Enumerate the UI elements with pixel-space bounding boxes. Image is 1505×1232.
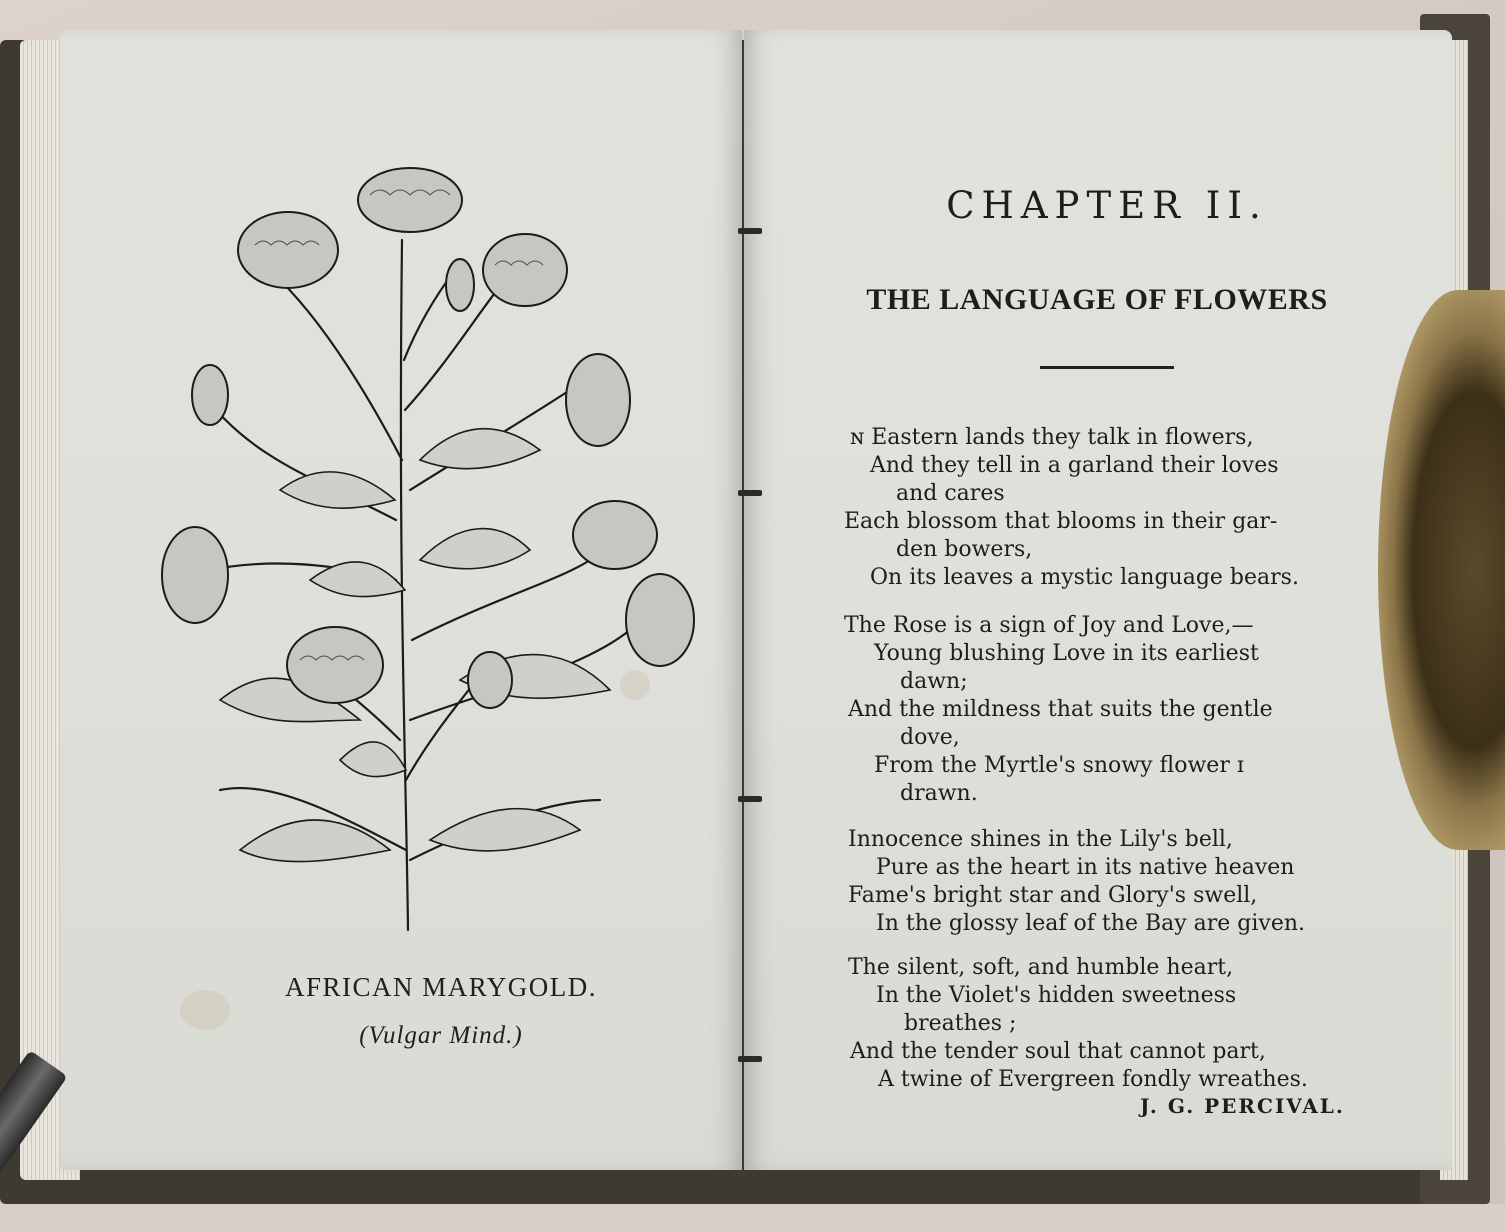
poem-line: breathes ;	[904, 1011, 1017, 1036]
flower-head	[573, 501, 657, 569]
poem-line: And the tender soul that cannot part,	[850, 1039, 1266, 1064]
flower-bud	[192, 365, 228, 425]
flower-head	[626, 574, 694, 666]
poem-line: In the Violet's hidden sweetness	[876, 983, 1237, 1008]
leaf	[420, 429, 540, 469]
leaf	[420, 529, 530, 569]
chapter-title: THE LANGUAGE OF FLOWERS	[866, 283, 1328, 316]
poem-line: And the mildness that suits the gentle	[848, 697, 1273, 722]
flower-head	[358, 168, 462, 232]
poem-line: drawn.	[900, 781, 978, 806]
title-rule	[1040, 366, 1174, 369]
poem-line: and cares	[896, 481, 1005, 506]
leaf	[240, 820, 390, 862]
leaf	[340, 742, 406, 777]
binding-stitch	[738, 490, 762, 496]
illustration-caption-title: AFRICAN MARYGOLD.	[284, 972, 598, 1002]
leaf	[280, 472, 395, 508]
poem-line: The Rose is a sign of Joy and Love,—	[844, 613, 1254, 638]
leaf	[430, 809, 580, 851]
stem	[280, 280, 402, 460]
poem-line: dove,	[900, 725, 960, 750]
poem-line: The silent, soft, and humble heart,	[848, 955, 1234, 980]
flower-head	[483, 234, 567, 306]
binding-stitch	[738, 228, 762, 234]
chapter-heading: CHAPTER II.	[946, 184, 1268, 227]
flower-head	[238, 212, 338, 288]
poem-line: In the glossy leaf of the Bay are given.	[876, 911, 1306, 936]
binding-stitch	[738, 1056, 762, 1062]
poem-line: dawn;	[900, 669, 968, 694]
african-marigold-illustration	[160, 160, 700, 950]
flower-head	[287, 627, 383, 703]
poem-line: A twine of Evergreen fondly wreathes.	[878, 1067, 1308, 1092]
poem-line: den bowers,	[896, 537, 1033, 562]
binding-stitch	[738, 796, 762, 802]
poem-line: And they tell in a garland their loves	[870, 453, 1279, 478]
flower-bud	[468, 652, 512, 708]
poem-line: Fame's bright star and Glory's swell,	[848, 883, 1258, 908]
poem-line: From the Myrtle's snowy flower ɪ	[874, 753, 1244, 778]
poem-line: ɴ Eastern lands they talk in flowers,	[850, 425, 1254, 450]
main-stem	[401, 240, 408, 930]
poem-line: On its leaves a mystic language bears.	[870, 565, 1299, 590]
flower-head	[566, 354, 630, 446]
poem-line: Innocence shines in the Lily's bell,	[848, 827, 1233, 852]
stem	[412, 560, 590, 640]
flower-bud	[446, 259, 474, 311]
poem-attribution: J. G. PERCIVAL.	[1140, 1094, 1345, 1118]
poem-line: Young blushing Love in its earliest	[874, 641, 1259, 666]
illustration-caption-subtitle: (Vulgar Mind.)	[359, 1022, 523, 1049]
flower-head	[162, 527, 228, 623]
poem-line: Each blossom that blooms in their gar-	[844, 509, 1278, 534]
poem-line: Pure as the heart in its native heaven	[876, 855, 1295, 880]
